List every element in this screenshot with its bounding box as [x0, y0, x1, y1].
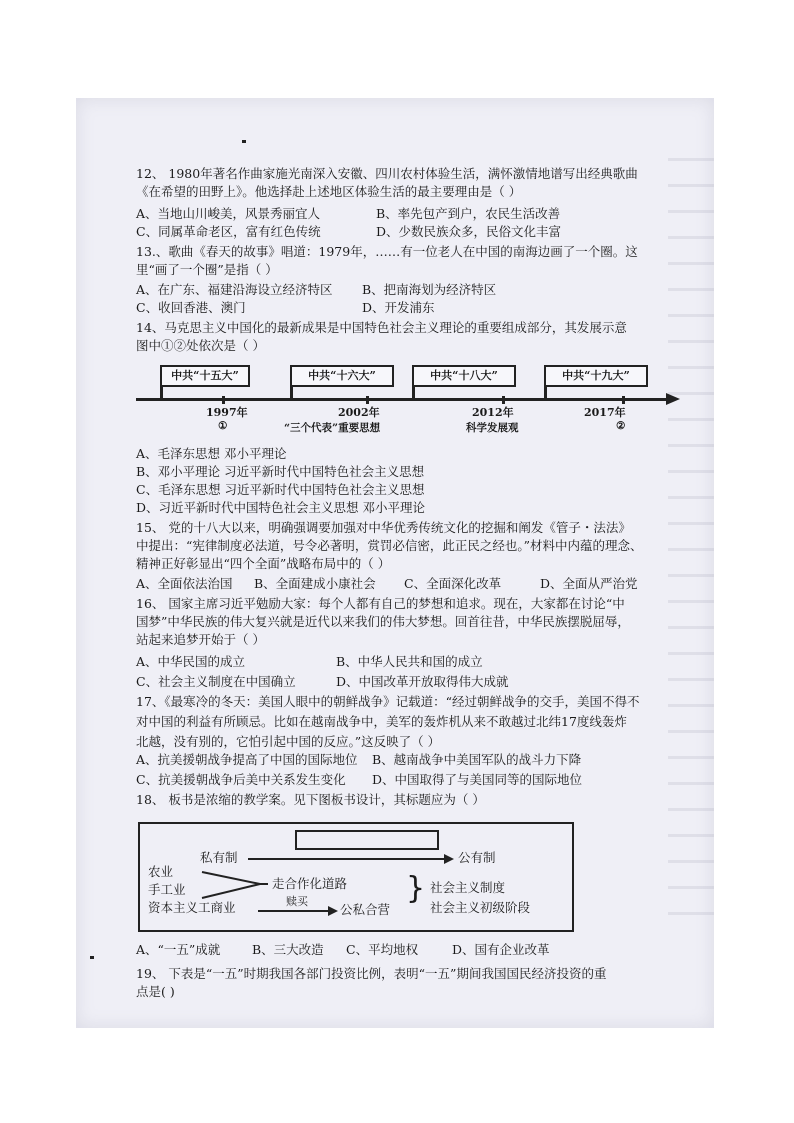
board-brace: }	[406, 871, 426, 906]
board-handicraft: 手工业	[148, 882, 186, 897]
q16-stem-line-1: 16、 国家主席习近平勉励大家：每个人都有自己的梦想和追求。现在，大家都在讨论“中	[136, 596, 625, 611]
q18-option-d: D、国有企业改革	[452, 942, 550, 957]
timeline-year-1997: 1997年	[206, 406, 248, 419]
timeline-stem	[160, 385, 163, 399]
q12-option-d: D、少数民族众多，民俗文化丰富	[376, 224, 562, 239]
q17-stem-line-2: 对中国的利益有所顾忌。比如在越南战争中，美军的轰炸机从来不敢越过北纬17度线轰炸	[136, 714, 627, 729]
q17-option-b: B、越南战争中美国军队的战斗力下降	[372, 752, 582, 767]
timeline-blank-2: ②	[616, 420, 626, 432]
q16-option-b: B、中华人民共和国的成立	[336, 654, 483, 669]
board-merge-arrow	[200, 868, 270, 904]
board-arrowhead	[444, 854, 454, 864]
q19-stem-line-2: 点是( )	[136, 984, 175, 999]
timeline-label-scientific-outlook: 科学发展观	[466, 422, 519, 434]
q12-option-a: A、当地山川峻美，风景秀丽宜人	[136, 206, 321, 221]
q12-option-c: C、同属革命老区，富有红色传统	[136, 224, 321, 239]
q14-option-d: D、习近平新时代中国特色社会主义思想 邓小平理论	[136, 500, 425, 515]
q13-option-c: C、收回香港、澳门	[136, 300, 246, 315]
board-capitalist-industry: 资本主义工商业	[148, 900, 236, 915]
q17-stem-line-1: 17、《最寒冷的冬天：美国人眼中的朝鲜战争》记载道：“经过朝鲜战争的交手，美国不得不	[136, 694, 640, 709]
board-arrow-line	[248, 858, 444, 860]
timeline-box-18th-congress: 中共“十八大”	[412, 365, 516, 387]
timeline-tick	[502, 396, 505, 404]
timeline-box-16th-congress: 中共“十六大”	[290, 365, 394, 387]
q12-stem-line-2: 《在希望的田野上》。他选择赴上述地区体验生活的最主要理由是（ ）	[136, 184, 522, 199]
board-private-ownership: 私有制	[200, 850, 238, 865]
q13-option-a: A、在广东、福建沿海设立经济特区	[136, 282, 333, 297]
q16-stem-line-3: 站起来追梦开始于（ ）	[136, 632, 265, 647]
q18-stem: 18、 板书是浓缩的教学案。见下图板书设计，其标题应为（ ）	[136, 792, 485, 807]
q16-option-c: C、社会主义制度在中国确立	[136, 674, 296, 689]
q14-stem-line-2: 图中①②处依次是（ ）	[136, 338, 265, 353]
board-public-ownership: 公有制	[458, 850, 496, 865]
q17-option-d: D、中国取得了与美国同等的国际地位	[372, 772, 583, 787]
timeline-blank-1: ①	[218, 420, 228, 432]
q15-option-b: B、全面建成小康社会	[254, 576, 376, 591]
q18-option-c: C、平均地权	[346, 942, 419, 957]
development-timeline	[136, 360, 684, 440]
q12-option-b: B、率先包产到户，农民生活改善	[376, 206, 561, 221]
q16-option-d: D、中国改革开放取得伟大成就	[336, 674, 509, 689]
q15-option-d: D、全面从严治党	[540, 576, 638, 591]
q13-option-b: B、把南海划为经济特区	[362, 282, 497, 297]
timeline-tick	[366, 396, 369, 404]
q15-option-a: A、全面依法治国	[136, 576, 233, 591]
timeline-stem	[412, 385, 415, 399]
board-buyout-arrowhead	[328, 906, 338, 916]
q16-option-a: A、中华民国的成立	[136, 654, 246, 669]
q17-option-c: C、抗美援朝战争后美中关系发生变化	[136, 772, 346, 787]
timeline-year-2002: 2002年	[338, 406, 380, 419]
scan-speck	[90, 956, 94, 959]
q16-stem-line-2: 国梦”中华民族的伟大复兴就是近代以来我们的伟大梦想。回首往昔，中华民族摆脱屈辱，	[136, 614, 630, 629]
timeline-year-2012: 2012年	[472, 406, 514, 419]
board-agriculture: 农业	[148, 864, 174, 879]
board-joint-venture: 公私合营	[340, 902, 391, 917]
timeline-axis	[136, 398, 668, 401]
q15-stem-line-1: 15、 党的十八大以来，明确强调要加强对中华优秀传统文化的挖掘和阐发《管子・法法》	[136, 520, 631, 535]
q13-option-d: D、开发浦东	[362, 300, 435, 315]
board-buyout-arrow	[258, 910, 328, 912]
timeline-label-three-represents: “三个代表”重要思想	[284, 422, 381, 434]
q14-option-b: B、邓小平理论 习近平新时代中国特色社会主义思想	[136, 464, 425, 479]
q13-stem-line-1: 13.、歌曲《春天的故事》唱道：1979年，……有一位老人在中国的南海边画了一个圈。这	[136, 244, 638, 259]
board-socialist-system: 社会主义制度	[430, 880, 506, 895]
q15-stem-line-3: 精神正好彰显出“四个全面”战略布局中的（ ）	[136, 556, 391, 571]
board-title-blank	[295, 830, 439, 850]
timeline-box-19th-congress: 中共“十九大”	[544, 365, 648, 387]
timeline-stem	[544, 385, 547, 399]
q12-stem-line-1: 12、 1980年著名作曲家施光南深入安徽、四川农村体验生活，满怀激情地谱写出经典歌曲	[136, 166, 638, 181]
q15-stem-line-2: 中提出：“宪律制度必法道，号令必著明，赏罚必信密，此正民之经也。”材料中内蕴的理念、	[136, 538, 643, 553]
scan-speck	[242, 140, 246, 143]
timeline-tick	[222, 396, 225, 404]
q14-stem-line-1: 14、马克思主义中国化的最新成果是中国特色社会主义理论的重要组成部分，其发展示意	[136, 320, 627, 335]
q15-option-c: C、全面深化改革	[404, 576, 502, 591]
timeline-arrowhead	[666, 393, 680, 405]
timeline-year-2017: 2017年	[584, 406, 626, 419]
q13-stem-line-2: 里“画了一个圈”是指（ ）	[136, 262, 278, 277]
board-design-diagram	[138, 822, 574, 932]
q17-option-a: A、抗美援朝战争提高了中国的国际地位	[136, 752, 358, 767]
q18-option-b: B、三大改造	[252, 942, 324, 957]
q14-option-c: C、毛泽东思想 习近平新时代中国特色社会主义思想	[136, 482, 425, 497]
bleed-through-marks	[668, 158, 714, 938]
timeline-stem	[290, 385, 293, 399]
timeline-tick	[622, 396, 625, 404]
q18-option-a: A、“一五”成就	[136, 942, 221, 957]
timeline-box-15th-congress: 中共“十五大”	[160, 365, 250, 387]
q17-stem-line-3: 北越，没有别的，它怕引起中国的反应。”这反映了（ ）	[136, 734, 441, 749]
q19-stem-line-1: 19、 下表是“一五”时期我国各部门投资比例，表明“一五”期间我国国民经济投资的重	[136, 966, 607, 981]
board-buyout: 赎买	[286, 895, 308, 908]
board-primary-stage: 社会主义初级阶段	[430, 900, 531, 915]
board-cooperative-road: 走合作化道路	[272, 876, 348, 891]
q14-option-a: A、毛泽东思想 邓小平理论	[136, 446, 287, 461]
